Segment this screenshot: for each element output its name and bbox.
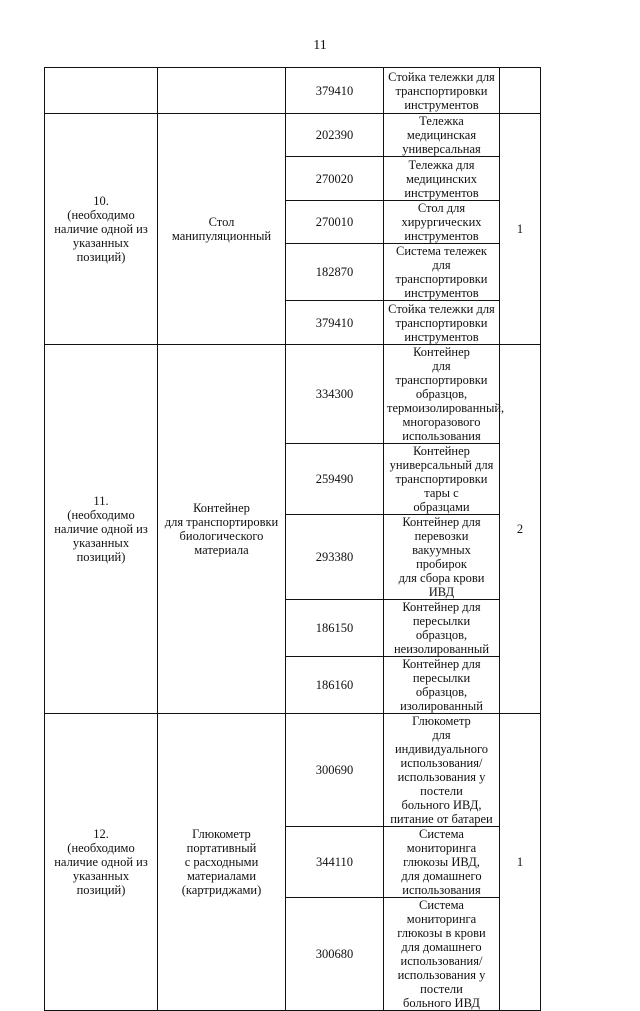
item-number-cell-text: 11. (необходимо наличие одной из указанных позиций) — [54, 494, 148, 564]
table-row — [45, 714, 541, 827]
code-cell — [286, 114, 384, 157]
type-name-cell-text: Стол для хирургических инструментов — [401, 201, 482, 243]
type-name-cell — [384, 444, 500, 515]
code-cell-text: 186160 — [315, 678, 354, 692]
quantity-cell — [500, 714, 541, 1011]
code-cell-text: 202390 — [315, 128, 354, 142]
type-name-cell — [384, 201, 500, 244]
type-name-cell — [384, 515, 500, 600]
type-name-cell-text: Система тележек для транспортировки инструментов — [395, 244, 488, 300]
code-cell — [286, 657, 384, 714]
code-cell-text: 379410 — [315, 315, 354, 330]
type-name-cell-text: Контейнер для транспортировки образцов, термоизолированный, многоразового использования — [387, 345, 505, 443]
quantity-cell-text: 2 — [516, 522, 524, 536]
code-cell-text: 344110 — [315, 855, 354, 869]
quantity-cell-text: 1 — [516, 222, 524, 236]
type-name-cell-text: Тележка для медицинских инструментов — [404, 157, 479, 200]
table-row — [45, 68, 541, 114]
type-name-cell — [384, 157, 500, 201]
type-name-cell-text: Контейнер для перевозки вакуумных пробирок для сбора крови ИВД — [398, 515, 485, 599]
item-number-cell — [45, 68, 158, 114]
type-name-cell-text: Стойка тележки для транспортировки инструментов — [388, 301, 495, 344]
type-name-cell — [384, 244, 500, 301]
code-cell — [286, 827, 384, 898]
type-name-cell — [384, 600, 500, 657]
equipment-name-cell-text: Глюкометр портативный с расходными материалами (картриджами) — [181, 827, 262, 897]
code-cell — [286, 244, 384, 301]
type-name-cell — [384, 898, 500, 1011]
type-name-cell — [384, 301, 500, 345]
code-cell-text: 270020 — [315, 171, 354, 186]
type-name-cell — [384, 657, 500, 714]
type-name-cell-text: Тележка медицинская универсальная — [402, 114, 481, 156]
table-body — [45, 68, 541, 1011]
code-cell-text: 379410 — [315, 83, 354, 98]
type-name-cell-text: Контейнер для пересылки образцов, неизолированный — [393, 600, 490, 656]
code-cell — [286, 201, 384, 244]
equipment-name-cell — [158, 714, 286, 1011]
code-cell — [286, 898, 384, 1011]
equipment-name-cell-text: Стол манипуляционный — [171, 215, 272, 243]
table-row — [45, 345, 541, 444]
quantity-cell — [500, 68, 541, 114]
type-name-cell-text: Стойка тележки для транспортировки инструментов — [388, 69, 495, 112]
code-cell — [286, 345, 384, 444]
code-cell — [286, 68, 384, 114]
page-number: 11 — [313, 38, 327, 53]
type-name-cell-text: Система мониторинга глюкозы в крови для домашнего использования/ использования у постели больного ИВД — [397, 898, 486, 1010]
code-cell — [286, 515, 384, 600]
type-name-cell-text: Контейнер универсальный для транспортировки тары с образцами — [389, 444, 494, 514]
code-cell-text: 300690 — [315, 763, 354, 777]
code-cell-text: 270010 — [315, 215, 354, 229]
type-name-cell-text: Система мониторинга глюкозы ИВД, для домашнего использования — [401, 827, 482, 897]
code-cell-text: 300680 — [315, 947, 354, 961]
type-name-cell — [384, 68, 500, 114]
equipment-name-cell — [158, 345, 286, 714]
code-cell-text: 334300 — [315, 387, 354, 401]
type-name-cell-text: Контейнер для пересылки образцов, изолированный — [400, 657, 483, 713]
quantity-cell — [500, 114, 541, 345]
item-number-cell — [45, 345, 158, 714]
code-cell-text: 182870 — [315, 265, 354, 279]
type-name-cell — [384, 345, 505, 444]
code-cell — [286, 444, 384, 515]
quantity-cell-text: 1 — [516, 855, 524, 869]
code-cell — [286, 714, 384, 827]
type-name-cell-text: Глюкометр для индивидуального использования/ использования у постели больного ИВД, питание от батареи — [390, 714, 493, 826]
code-cell-text: 259490 — [315, 472, 354, 486]
item-number-cell-text: 12. (необходимо наличие одной из указанных позиций) — [54, 827, 148, 897]
type-name-cell — [384, 114, 500, 157]
type-name-cell — [384, 714, 500, 827]
code-cell — [286, 301, 384, 345]
code-cell — [286, 600, 384, 657]
item-number-cell-text: 10. (необходимо наличие одной из указанных позиций) — [54, 194, 148, 264]
item-number-cell — [45, 714, 158, 1011]
code-cell — [286, 157, 384, 201]
code-cell-text: 186150 — [315, 621, 354, 635]
quantity-cell — [500, 345, 541, 714]
equipment-name-cell — [158, 68, 286, 114]
type-name-cell — [384, 827, 500, 898]
table-row — [45, 114, 541, 157]
item-number-cell — [45, 114, 158, 345]
equipment-table — [44, 67, 541, 1011]
equipment-name-cell-text: Контейнер для транспортировки биологического материала — [164, 501, 279, 557]
code-cell-text: 293380 — [315, 550, 354, 564]
equipment-name-cell — [158, 114, 286, 345]
